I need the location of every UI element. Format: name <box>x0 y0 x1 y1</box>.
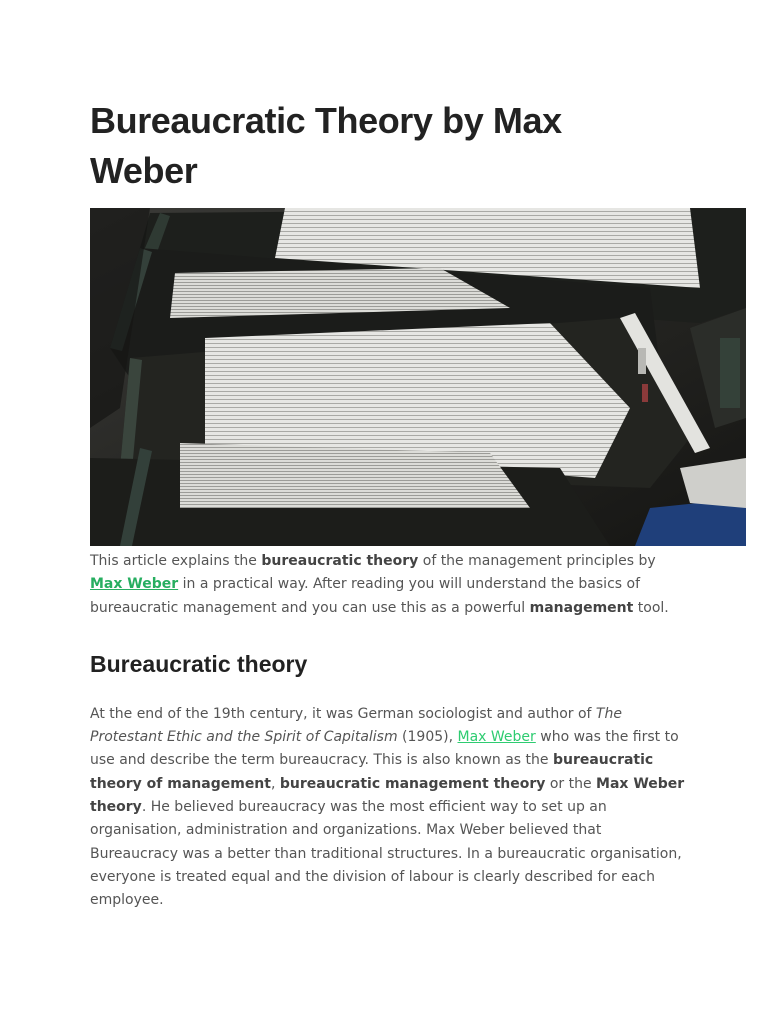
hero-image-binders <box>90 208 746 546</box>
intro-text-2: of the management principles by <box>418 553 656 569</box>
section-heading: Bureaucratic theory <box>90 650 308 677</box>
para-text-5: or the <box>545 775 597 792</box>
bold-term-2: bureaucratic management theory <box>279 775 546 792</box>
article <box>90 96 746 913</box>
para-text-2: (1905), <box>397 729 458 746</box>
intro-bold-management: management <box>529 599 634 616</box>
intro-text-4: tool. <box>633 599 669 616</box>
page-title: Bureaucratic Theory by Max Weber <box>90 100 562 191</box>
para-text-6: . He believed bureaucracy was the most efficient way to set up an organisation, administration and organizations. Max Weber believed that Bureaucracy was a better than traditional structures. In a bureaucratic organisation, everyone is treated equal and the division of labour is clearly described for each employee. <box>90 799 682 909</box>
intro-text-1: This article explains the <box>90 553 262 569</box>
intro-bold-term: bureaucratic theory <box>261 553 419 569</box>
intro-paragraph <box>90 550 690 620</box>
para-text-1: At the end of the 19th century, it was German sociologist and author of <box>90 705 596 722</box>
max-weber-link-2[interactable]: Max Weber <box>457 729 536 746</box>
intro-text-3: in a practical way. After reading you will understand the basics of bureaucratic management and you can use this as a powerful <box>90 576 641 616</box>
para-text-4: , <box>270 775 280 792</box>
book-title: The Protestant Ethic and the Spirit of Capitalism <box>90 705 622 746</box>
bold-term-1: bureaucratic theory of management <box>90 752 654 792</box>
bold-term-3: Max Weber theory <box>90 775 685 816</box>
para-text-3: who was the first to use and describe the term bureaucracy. This is also known as the <box>90 729 679 769</box>
max-weber-link[interactable]: Max Weber <box>90 576 179 593</box>
theory-paragraph <box>90 703 690 913</box>
